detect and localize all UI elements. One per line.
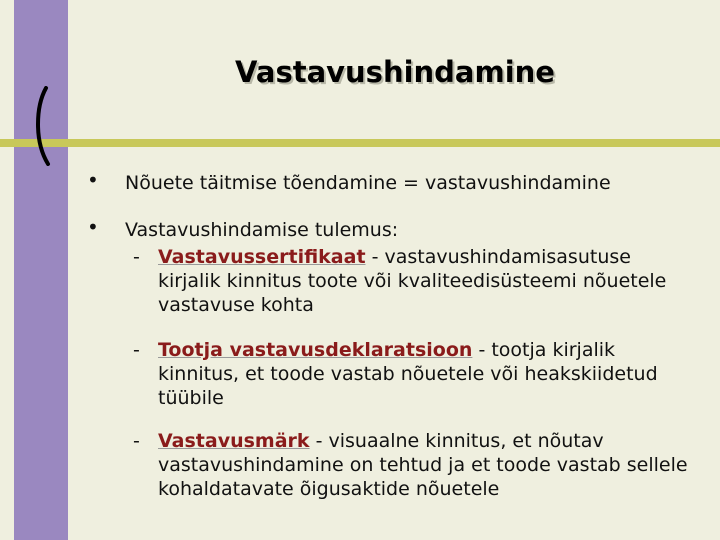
- term-description: - vastavushindamisasutuse kirjalik kinnitus toote või kvaliteedisüsteemi nõuetele vastavuse kohta: [158, 246, 667, 316]
- dash-marker: -: [133, 430, 140, 452]
- bullet-marker: •: [87, 215, 99, 239]
- bullet-marker: •: [87, 168, 99, 192]
- term-label: Tootja vastavusdeklaratsioon: [158, 339, 473, 361]
- bullet-text: Vastavushindamise tulemus:: [125, 219, 399, 241]
- decorative-accent-line: [0, 139, 720, 147]
- dash-marker: -: [133, 339, 140, 361]
- term-description: - visuaalne kinnitus, et nõutav vastavushindamine on tehtud ja et toode vastab sellele kohaldatavate õigusaktide nõuetele: [158, 430, 688, 500]
- bullet-text: Nõuete täitmise tõendamine = vastavushindamine: [125, 172, 611, 194]
- term-label: Vastavussertifikaat: [158, 246, 366, 268]
- list-item: [133, 245, 693, 317]
- decorative-left-bar: [14, 0, 68, 540]
- list-item: [133, 338, 693, 410]
- list-item: [133, 429, 693, 501]
- term-description: - tootja kirjalik kinnitus, et toode vastab nõuetele või heakskiidetud tüübile: [158, 339, 658, 409]
- term-label: Vastavusmärk: [158, 430, 310, 452]
- bracket-decoration-icon: [14, 86, 68, 166]
- dash-marker: -: [133, 246, 140, 268]
- slide-title: Vastavushindamine: [235, 55, 555, 89]
